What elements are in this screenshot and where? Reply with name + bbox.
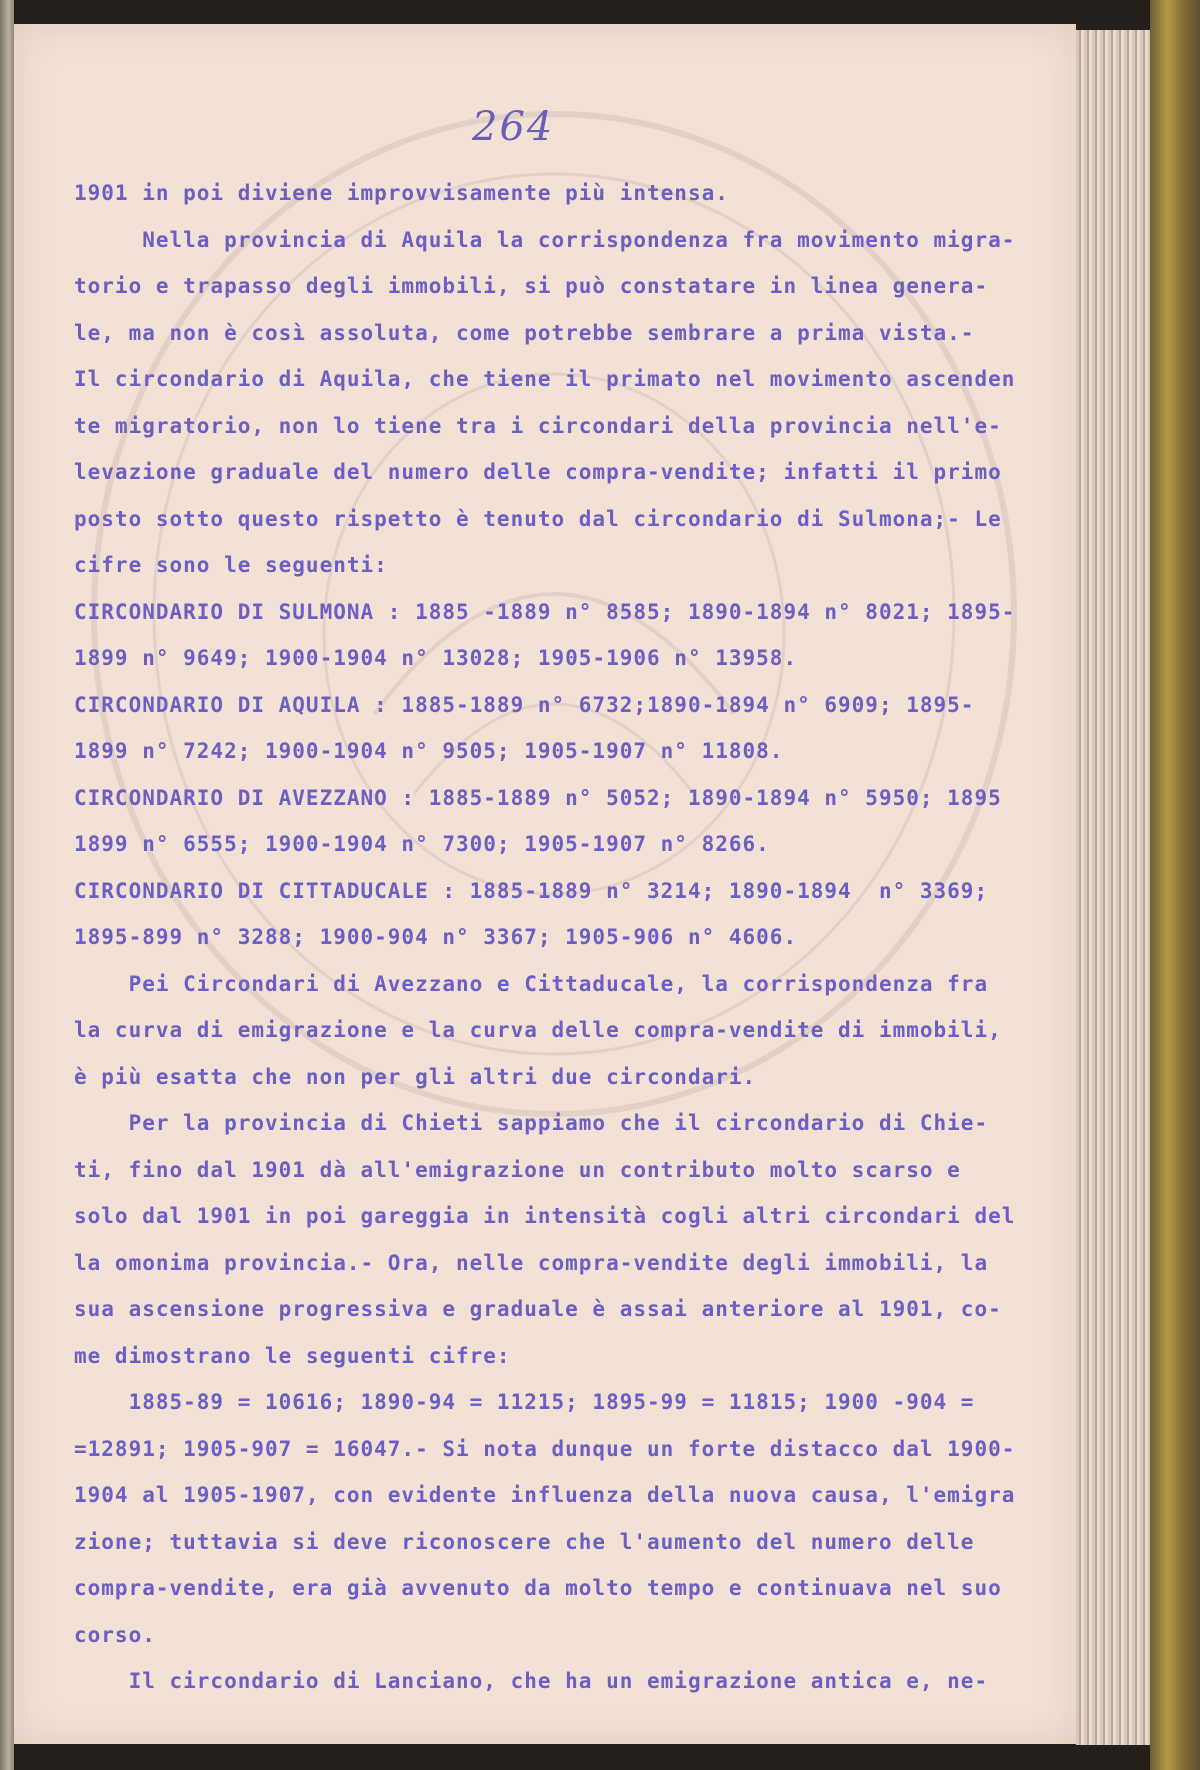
text-line: CIRCONDARIO DI AQUILA : 1885-1889 n° 6732;1890-1894 n° 6909; 1895- — [74, 692, 975, 717]
text-line: me dimostrano le seguenti cifre: — [74, 1343, 511, 1368]
text-line: cifre sono le seguenti: — [74, 553, 388, 577]
text-line: Nella provincia di Aquila la corrispondenza fra movimento migra- — [74, 227, 1016, 252]
text-line: zione; tuttavia si deve riconoscere che l'aumento del numero delle — [74, 1529, 975, 1554]
text-line: 1901 in poi diviene improvvisamente più intensa. — [74, 181, 729, 205]
page-number: 264 — [472, 104, 555, 150]
text-line: è più esatta che non per gli altri due circondari. — [74, 1064, 757, 1089]
text-line: torio e trapasso degli immobili, si può constatare in linea genera- — [74, 274, 989, 298]
text-line: CIRCONDARIO DI SULMONA : 1885 -1889 n° 8585; 1890-1894 n° 8021; 1895- — [74, 599, 1016, 624]
text-line: 1899 n° 6555; 1900-1904 n° 7300; 1905-1907 n° 8266. — [74, 832, 770, 856]
text-line: sua ascensione progressiva e graduale è assai anteriore al 1901, co- — [74, 1297, 1002, 1321]
text-line: la omonima provincia.- Ora, nelle compra-vendite degli immobili, la — [74, 1250, 989, 1275]
text-line: solo dal 1901 in poi gareggia in intensità cogli altri circondari del — [74, 1204, 1016, 1228]
text-line: 1885-89 = 10616; 1890-94 = 11215; 1895-99 = 11815; 1900 -904 = — [74, 1390, 975, 1414]
text-line: posto sotto questo rispetto è tenuto dal circondario di Sulmona;- Le — [74, 506, 1002, 531]
text-line: te migratorio, non lo tiene tra i circondari della provincia nell'e- — [74, 413, 1002, 438]
text-line: Pei Circondari di Avezzano e Cittaducale, la corrispondenza fra — [74, 971, 989, 996]
typed-body-text — [74, 170, 1034, 1705]
text-line: CIRCONDARIO DI CITTADUCALE : 1885-1889 n° 3214; 1890-1894 n° 3369; — [74, 878, 989, 903]
text-line: ti, fino dal 1901 dà all'emigrazione un contributo molto scarso e — [74, 1157, 961, 1182]
text-line: Il circondario di Lanciano, che ha un emigrazione antica e, ne- — [74, 1669, 989, 1693]
book-cover-edge — [0, 0, 14, 1770]
text-line: la curva di emigrazione e la curva delle compra-vendite di immobili, — [74, 1018, 1002, 1042]
text-line: Per la provincia di Chieti sappiamo che il circondario di Chie- — [74, 1111, 989, 1135]
text-line: 1899 n° 7242; 1900-1904 n° 9505; 1905-1907 n° 11808. — [74, 739, 784, 763]
document-page — [14, 24, 1076, 1744]
text-line: =12891; 1905-907 = 16047.- Si nota dunque un forte distacco dal 1900- — [74, 1436, 1016, 1461]
text-line: Il circondario di Aquila, che tiene il primato nel movimento ascenden — [74, 367, 1016, 391]
text-line: 1895-899 n° 3288; 1900-904 n° 3367; 1905-906 n° 4606. — [74, 925, 798, 949]
text-line: 1904 al 1905-1907, con evidente influenza della nuova causa, l'emigra — [74, 1483, 1016, 1507]
text-line: corso. — [74, 1622, 156, 1647]
text-line: CIRCONDARIO DI AVEZZANO : 1885-1889 n° 5052; 1890-1894 n° 5950; 1895 — [74, 785, 1002, 810]
book-binding — [1150, 0, 1200, 1770]
text-line: levazione graduale del numero delle compra-vendite; infatti il primo — [74, 460, 1002, 484]
text-line: 1899 n° 9649; 1900-1904 n° 13028; 1905-1906 n° 13958. — [74, 646, 798, 670]
text-line: le, ma non è così assoluta, come potrebbe sembrare a prima vista.- — [74, 320, 975, 345]
text-line: compra-vendite, era già avvenuto da molto tempo e continuava nel suo — [74, 1576, 1002, 1600]
